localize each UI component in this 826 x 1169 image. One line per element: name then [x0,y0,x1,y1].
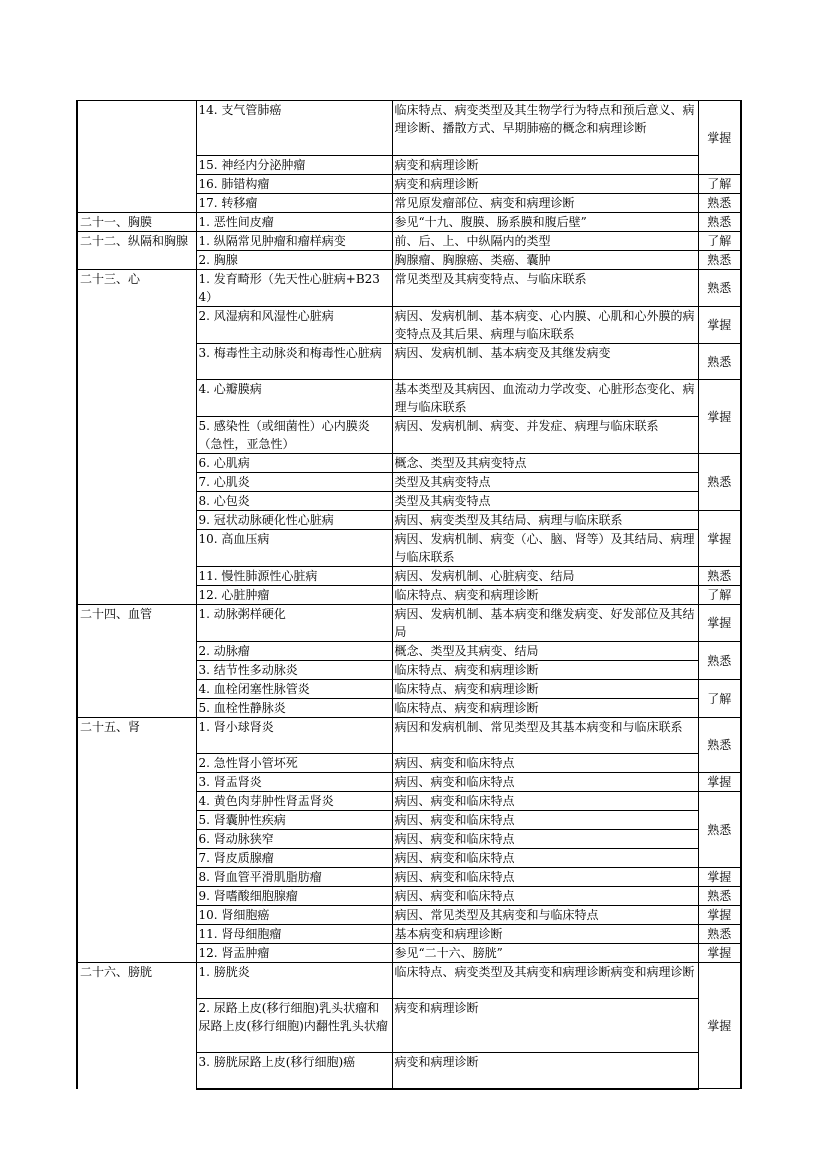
content-cell: 病因、病变和临床特点 [392,849,698,868]
content-cell: 病因、病变和临床特点 [392,811,698,830]
level-cell: 熟悉 [698,454,741,511]
level-cell: 掌握 [698,307,741,344]
level-cell: 掌握 [698,605,741,642]
item-cell: 6. 心肌病 [196,454,392,473]
content-cell: 病因、常见类型及其病变和与临床特点 [392,906,698,925]
item-cell: 8. 心包炎 [196,492,392,511]
item-cell: 4. 黄色肉芽肿性肾盂肾炎 [196,792,392,811]
level-cell: 了解 [698,680,741,718]
level-cell: 了解 [698,175,741,194]
content-cell: 病因、病变类型及其结局、病理与临床联系 [392,511,698,530]
content-cell: 临床特点、病变类型及其病变和病理诊断病变和病理诊断 [392,963,698,999]
category-cell: 二十五、肾 [77,718,196,963]
content-cell: 参见“十九、腹膜、肠系膜和腹后壁” [392,213,698,232]
content-cell: 类型及其病变特点 [392,473,698,492]
content-cell: 基本病变和病理诊断 [392,925,698,944]
table-row [77,213,741,232]
item-cell: 2. 胸腺 [196,251,392,270]
item-cell: 10. 肾细胞癌 [196,906,392,925]
table-row [77,963,741,999]
item-cell: 6. 肾动脉狭窄 [196,830,392,849]
level-cell: 掌握 [698,511,741,567]
item-cell: 3. 肾盂肾炎 [196,773,392,792]
item-cell: 9. 冠状动脉硬化性心脏病 [196,511,392,530]
content-cell: 病因和发病机制、常见类型及其基本病变和与临床联系 [392,718,698,754]
level-cell: 熟悉 [698,642,741,680]
content-cell: 病因、病变和临床特点 [392,792,698,811]
level-cell: 掌握 [698,380,741,454]
level-cell: 熟悉 [698,925,741,944]
content-cell: 临床特点、病变类型及其生物学行为特点和预后意义、病理诊断、播散方式、早期肺癌的概念和病理诊断 [392,101,698,156]
level-cell: 掌握 [698,773,741,792]
item-cell: 14. 支气管肺癌 [196,101,392,156]
item-cell: 1. 动脉粥样硬化 [196,605,392,642]
content-cell: 参见“二十六、膀胱” [392,944,698,963]
table-row [77,270,741,307]
item-cell: 1. 发育畸形（先天性心脏病+B234） [196,270,392,307]
item-cell: 17. 转移瘤 [196,194,392,213]
content-cell: 类型及其病变特点 [392,492,698,511]
level-cell: 熟悉 [698,344,741,380]
level-cell: 熟悉 [698,213,741,232]
level-cell: 掌握 [698,944,741,963]
content-cell: 病变和病理诊断 [392,156,698,175]
content-cell: 病因、病变和临床特点 [392,754,698,773]
item-cell: 8. 肾血管平滑肌脂肪瘤 [196,868,392,887]
category-cell: 二十二、纵隔和胸腺 [77,232,196,270]
item-cell: 7. 心肌炎 [196,473,392,492]
content-cell: 病因、发病机制、基本病变及其继发病变 [392,344,698,380]
content-cell: 病变和病理诊断 [392,1053,698,1089]
content-cell: 病因、病变和临床特点 [392,887,698,906]
item-cell: 9. 肾嗜酸细胞腺瘤 [196,887,392,906]
item-cell: 1. 膀胱炎 [196,963,392,999]
table-row [77,605,741,642]
level-cell: 了解 [698,586,741,605]
table-row [77,101,741,156]
item-cell: 7. 肾皮质腺瘤 [196,849,392,868]
item-cell: 3. 梅毒性主动脉炎和梅毒性心脏病 [196,344,392,380]
item-cell: 5. 血栓性静脉炎 [196,699,392,718]
item-cell: 11. 慢性肺源性心脏病 [196,567,392,586]
category-cell: 二十四、血管 [77,605,196,718]
level-cell: 掌握 [698,101,741,175]
item-cell: 4. 心瓣膜病 [196,380,392,417]
content-cell: 病因、病变和临床特点 [392,830,698,849]
item-cell: 3. 结节性多动脉炎 [196,661,392,680]
content-cell: 病因、发病机制、病变、并发症、病理与临床联系 [392,417,698,454]
table-row [77,232,741,251]
item-cell: 3. 膀胱尿路上皮(移行细胞)癌 [196,1053,392,1089]
level-cell: 熟悉 [698,567,741,586]
item-cell: 5. 肾囊肿性疾病 [196,811,392,830]
content-cell: 病因、发病机制、心脏病变、结局 [392,567,698,586]
content-cell: 概念、类型及其病变特点 [392,454,698,473]
content-cell: 临床特点、病变和病理诊断 [392,661,698,680]
level-cell: 熟悉 [698,887,741,906]
item-cell: 2. 急性肾小管坏死 [196,754,392,773]
table-row [77,718,741,754]
item-cell: 2. 尿路上皮(移行细胞)乳头状瘤和尿路上皮(移行细胞)内翻性乳头状瘤 [196,999,392,1053]
level-cell: 掌握 [698,906,741,925]
item-cell: 10. 高血压病 [196,530,392,567]
content-cell: 病因、病变和临床特点 [392,773,698,792]
item-cell: 12. 心脏肿瘤 [196,586,392,605]
level-cell: 了解 [698,232,741,251]
content-cell: 病因、病变和临床特点 [392,868,698,887]
content-cell: 常见原发瘤部位、病变和病理诊断 [392,194,698,213]
content-cell: 胸腺瘤、胸腺癌、类癌、囊肿 [392,251,698,270]
content-cell: 概念、类型及其病变、结局 [392,642,698,661]
item-cell: 5. 感染性（或细菌性）心内膜炎（急性，亚急性） [196,417,392,454]
content-cell: 临床特点、病变和病理诊断 [392,699,698,718]
item-cell: 15. 神经内分泌肿瘤 [196,156,392,175]
level-cell: 熟悉 [698,718,741,773]
level-cell: 熟悉 [698,792,741,868]
item-cell: 12. 肾盂肿瘤 [196,944,392,963]
level-cell: 熟悉 [698,270,741,307]
item-cell: 1. 肾小球肾炎 [196,718,392,754]
item-cell: 16. 肺错构瘤 [196,175,392,194]
content-cell: 临床特点、病变和病理诊断 [392,680,698,699]
content-cell: 病因、发病机制、基本病变、心内膜、心肌和心外膜的病变特点及其后果、病理与临床联系 [392,307,698,344]
item-cell: 2. 风湿病和风湿性心脏病 [196,307,392,344]
content-cell: 常见类型及其病变特点、与临床联系 [392,270,698,307]
content-cell: 前、后、上、中纵隔内的类型 [392,232,698,251]
level-cell: 熟悉 [698,251,741,270]
item-cell: 11. 肾母细胞瘤 [196,925,392,944]
content-cell: 病变和病理诊断 [392,999,698,1053]
level-cell: 掌握 [698,963,741,1089]
item-cell: 4. 血栓闭塞性脉管炎 [196,680,392,699]
category-cell: 二十三、心 [77,270,196,605]
level-cell: 掌握 [698,868,741,887]
category-cell: 二十六、膀胱 [77,963,196,1089]
level-cell: 熟悉 [698,194,741,213]
content-cell: 临床特点、病变和病理诊断 [392,586,698,605]
content-cell: 病因、发病机制、基本病变和继发病变、好发部位及其结局 [392,605,698,642]
category-cell [77,101,196,213]
item-cell: 1. 恶性间皮瘤 [196,213,392,232]
item-cell: 1. 纵隔常见肿瘤和瘤样病变 [196,232,392,251]
content-cell: 病因、发病机制、病变（心、脑、肾等）及其结局、病理与临床联系 [392,530,698,567]
content-cell: 基本类型及其病因、血流动力学改变、心脏形态变化、病理与临床联系 [392,380,698,417]
syllabus-table [76,100,742,1090]
item-cell: 2. 动脉瘤 [196,642,392,661]
content-cell: 病变和病理诊断 [392,175,698,194]
category-cell: 二十一、胸膜 [77,213,196,232]
